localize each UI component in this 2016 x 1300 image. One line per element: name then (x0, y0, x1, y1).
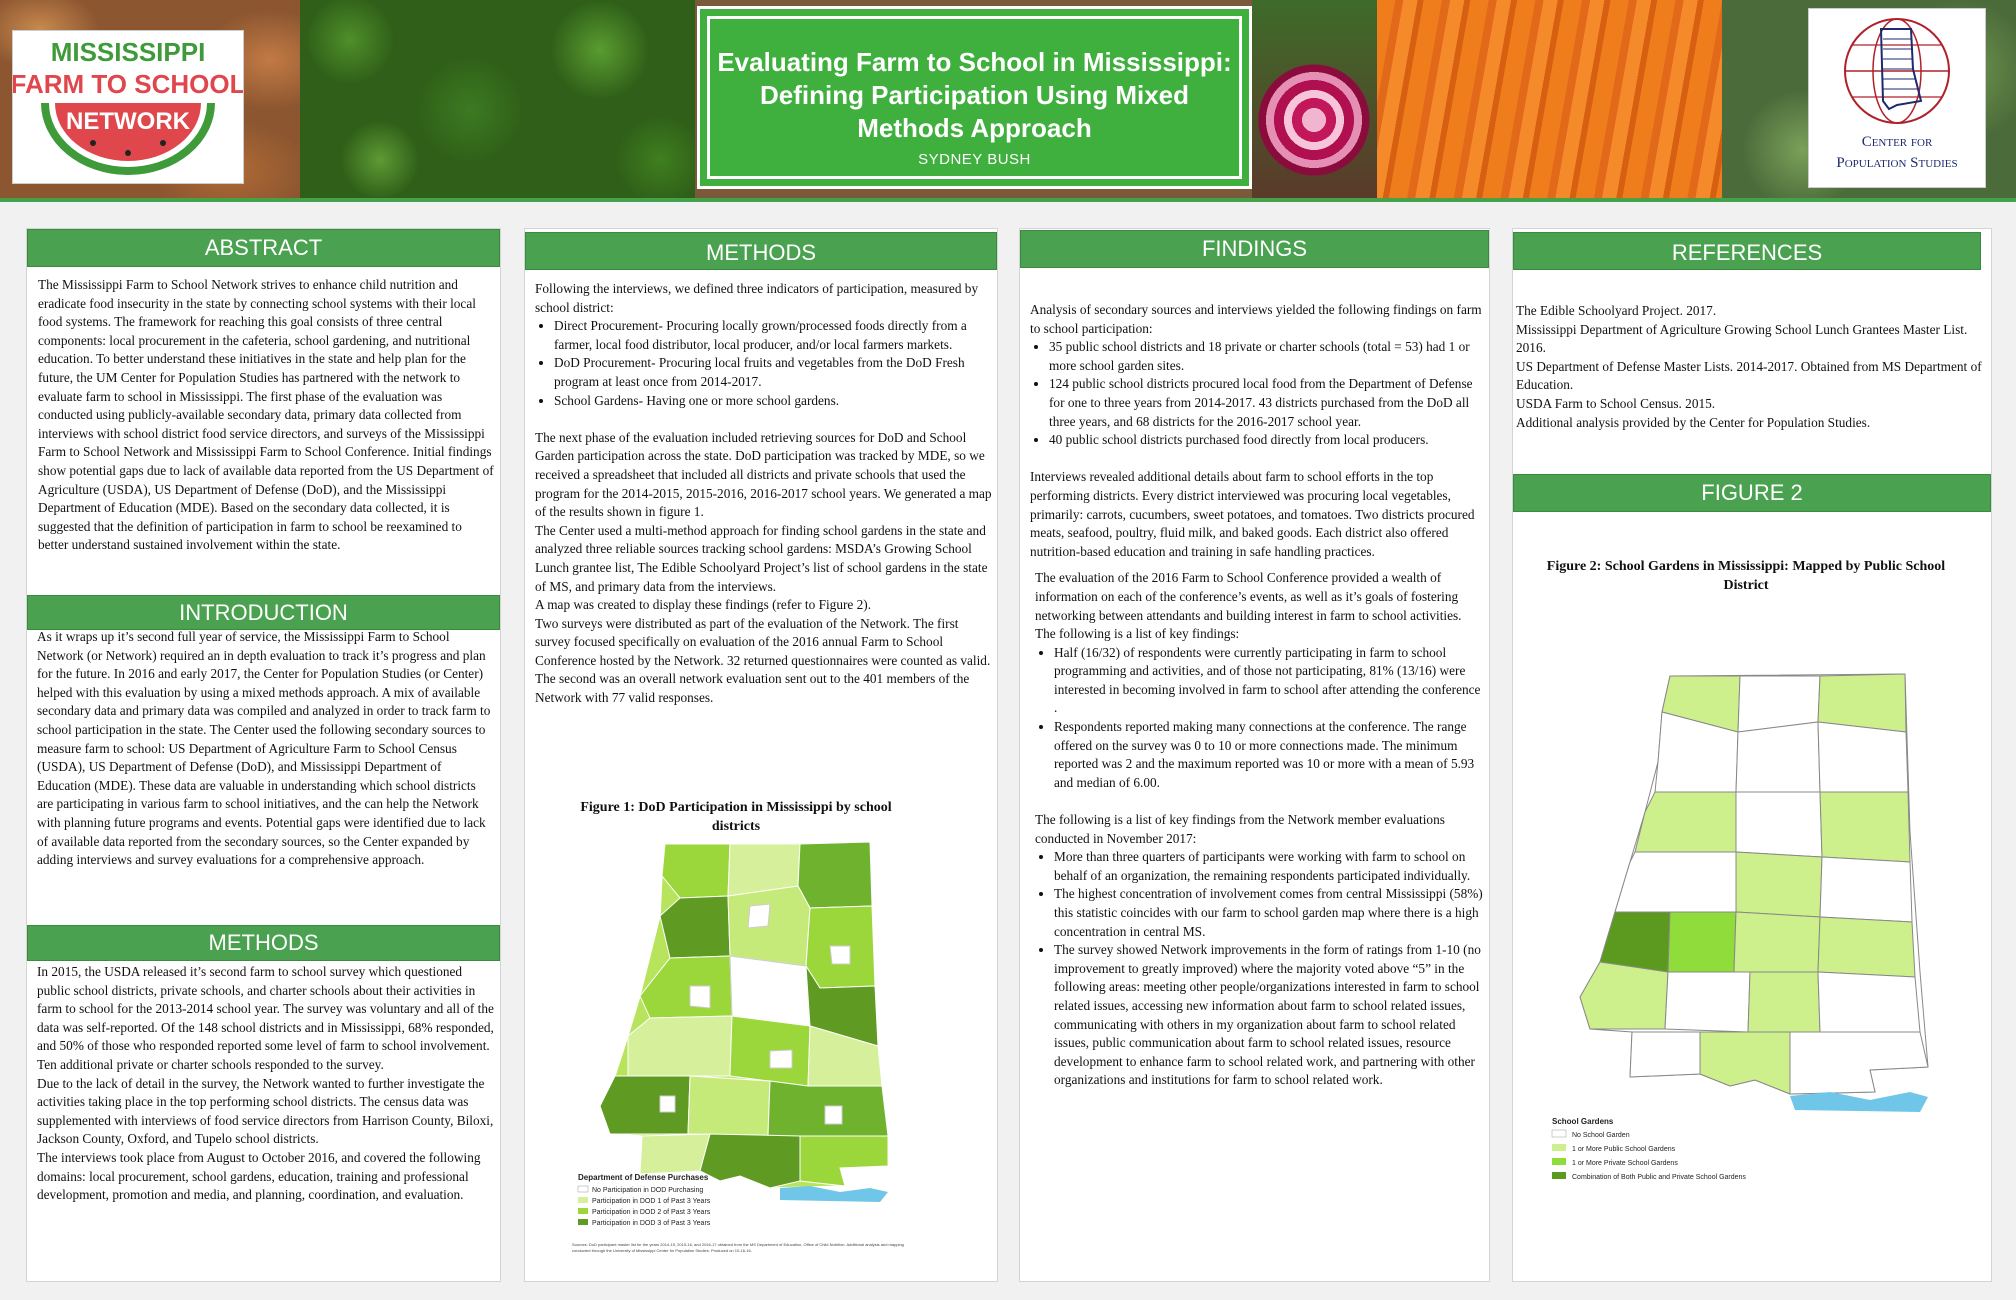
indicator-list (535, 317, 992, 410)
figure-1-dod-map (570, 836, 905, 1241)
list-item: • Direct Procurement- Procuring locally grown/processed foods directly from a farmer, local food distributor, local producer, and/or local farmers markets. (554, 317, 992, 354)
svg-text:Center for: Center for (1861, 134, 1933, 150)
list-item: • Half (16/32) of respondents were currently participating in farm to school programming and activities, and of those not participating, 81% (13/16) were interested in becoming involved in farm to school after attending the conference . (1054, 644, 1485, 718)
findings-list-2 (1030, 644, 1485, 793)
carrots-image (1377, 0, 1722, 198)
svg-text:Participation in DOD 2 of Past: Participation in DOD 2 of Past 3 Years (592, 1209, 711, 1216)
reference-item: USDA Farm to School Census. 2015. (1516, 395, 1716, 411)
findings-heading: FINDINGS (1020, 230, 1489, 268)
findings-paragraph: The evaluation of the 2016 Farm to School Conference provided a wealth of information on each of the conference’s events, as well as it’s goals of fostering networking between attendants and building interest in farm to school activities. The following is a list of key findings: (1035, 570, 1462, 642)
abstract-heading: ABSTRACT (27, 229, 500, 267)
figure-1-source-note: Sources: DoD participant master list for the years 2014-15, 2015-16, and 2016-17 obtained from the MS Department of Education, Office of Child Nutrition. Additional analysis and mapping conducted through the University of Mississippi Center for Population Studies. Produced on 10-16-16. (572, 1242, 904, 1253)
banner-divider (0, 198, 2016, 202)
globe-logo-icon (1809, 9, 1985, 187)
figure-2-school-gardens-map (1550, 672, 1950, 1192)
figure-1-title: Figure 1: DoD Participation in Mississippi by school districts (580, 800, 892, 834)
methods-text-2 (535, 280, 992, 708)
list-item: • The survey showed Network improvements in the form of ratings from 1-10 (no improvement to greatly improved) where the majority voted above “5” in the following areas: meeting other people/organizations interested in farm to school related issues, accessing new information about farm to school related issues, communicating with others in my organization about farm to school related issues, public communication about farm to school related issues, resource development to enhance farm to school related work, and partnering with other organizations and institutions for farm to school related work. (1054, 941, 1485, 1090)
svg-text:No School Garden: No School Garden (1572, 1132, 1630, 1139)
beet-image (1252, 0, 1377, 198)
findings-list-3 (1030, 848, 1485, 1090)
svg-text:Population Studies: Population Studies (1836, 155, 1958, 171)
svg-text:No Participation in DOD Purcha: No Participation in DOD Purchasing (592, 1187, 704, 1194)
broccoli-image (300, 0, 695, 198)
abstract-text (38, 276, 495, 555)
svg-text:Participation in DOD 3 of Past: Participation in DOD 3 of Past 3 Years (592, 1220, 711, 1227)
reference-item: US Department of Defense Master Lists. 2014-2017. Obtained from MS Department of Education. (1516, 358, 1982, 393)
list-item: • 35 public school districts and 18 private or charter schools (total = 53) had 1 or more school garden sites. (1049, 338, 1485, 375)
reference-item: Additional analysis provided by the Center for Population Studies. (1516, 414, 1871, 430)
poster-title: Evaluating Farm to School in Mississippi: Defining Participation Using Mixed Methods Approach (717, 47, 1232, 143)
list-item: • 40 public school districts purchased food directly from local producers. (1049, 431, 1485, 450)
introduction-paragraph: As it wraps up it’s second full year of service, the Mississippi Farm to School Network (or Network) required an in depth evaluation to track it’s progress and plan for the future. In 2016 and early 2017, the Center for Population Studies (or Center) helped with this evaluation by using a mixed methods approach. A mix of available secondary data and primary data was compiled and analyzed in order to track farm to school participation in the state. The Center used the following secondary sources to measure farm to school: US Department of Agriculture Farm to School Census (USDA), US Department of Defense (DoD), and Mississippi Department of Education (MDE). These data are valuable in understanding which school districts are participating in various farm to school initiatives, and the can help the Network with planning future programs and events. Potential gaps were identified due to lack of available data reported from the secondary sources, so the Center expanded by adding interviews and survey evaluations for a comprehensive approach. (37, 629, 491, 868)
svg-text:Combination of Both Public and: Combination of Both Public and Private School Gardens (1572, 1174, 1746, 1181)
methods-paragraph: Two surveys were distributed as part of the evaluation of the Network. The first survey focused specifically on evaluation of the 2016 annual Farm to School Conference hosted by the Network. 32 returned questionnaires were counted as valid. The second was an overall network evaluation sent out to the 401 members of the Network with 77 valid responses. (535, 615, 991, 706)
svg-text:FARM TO SCHOOL: FARM TO SCHOOL (13, 69, 243, 99)
methods-heading-1: METHODS (27, 925, 500, 961)
svg-text:Participation in DOD 1 of Past: Participation in DOD 1 of Past 3 Years (592, 1198, 711, 1205)
methods-paragraph: The Center used a multi-method approach for finding school gardens in the state and analyzed three reliable sources tracking school gardens: MSDA’s Growing School Lunch grantee list, The Edible Schoolyard Project’s list of school gardens in the state of MS, and primary data from the interviews. (535, 522, 988, 594)
svg-text:1 or More Public School Garden: 1 or More Public School Gardens (1572, 1146, 1676, 1153)
mississippi-farm-to-school-logo (12, 30, 244, 184)
methods-heading-2: METHODS (525, 232, 997, 270)
svg-text:1 or More Private School Garde: 1 or More Private School Gardens (1572, 1160, 1678, 1167)
findings-text (1030, 301, 1485, 1090)
svg-text:MISSISSIPPI: MISSISSIPPI (50, 37, 206, 67)
title-box (697, 6, 1252, 189)
findings-paragraph: The following is a list of key findings from the Network member evaluations conducted in November 2017: (1035, 812, 1445, 846)
list-item: • 124 public school districts procured local food from the Department of Defense for one to three years from 2014-2017. 43 districts purchased from the DoD all three years, and 68 districts for the 2016-2017 school year. (1049, 375, 1485, 431)
methods-intro: Following the interviews, we defined three indicators of participation, measured by school district: (535, 281, 979, 315)
center-for-population-studies-logo (1808, 8, 1986, 188)
watermelon-logo-icon (13, 31, 243, 183)
svg-text:Department of Defense Purchase: Department of Defense Purchases (578, 1173, 709, 1182)
findings-list-1 (1030, 338, 1485, 450)
references-heading: REFERENCES (1513, 232, 1981, 270)
svg-text:School Gardens: School Gardens (1552, 1117, 1614, 1126)
methods-paragraph: A map was created to display these findings (refer to Figure 2). (535, 597, 872, 613)
figure-2-heading: FIGURE 2 (1513, 474, 1991, 512)
list-item: • More than three quarters of participants were working with farm to school on behalf of an organization, the remaining respondents participated individually. (1054, 848, 1485, 885)
reference-item: Mississippi Department of Agriculture Growing School Lunch Grantees Master List. 2016. (1516, 321, 1968, 356)
introduction-heading: INTRODUCTION (27, 595, 500, 630)
reference-item: The Edible Schoolyard Project. 2017. (1516, 303, 1717, 318)
methods-paragraph: The next phase of the evaluation included retrieving sources for DoD and School Garden participation across the state. DoD participation was tracked by MDE, so we received a spreadsheet that included all districts and private schools that used the program for the 2014-2015, 2015-2016, 2016-2017 school years. We generated a map of the results shown in figure 1. (535, 429, 992, 520)
methods-paragraph: Due to the lack of detail in the survey, the Network wanted to further investigate the activities taking place in the top performing school districts. The census data was supplemented with interviews of food service directors from Harrison County, Biloxi, Jackson County, Oxford, and Tupelo school districts. (37, 1075, 494, 1147)
methods-paragraph: In 2015, the USDA released it’s second farm to school survey which questioned public school districts, private schools, and charter schools about their activities in farm to school for the 2013-2014 school year. The survey was voluntary and all of the data was self-reported. Of the 148 school districts and in Mississippi, 68% responded, and 50% of those who responded reported some level of farm to school involvement. Ten additional private or charter schools responded to the survey. (37, 964, 494, 1072)
abstract-paragraph: The Mississippi Farm to School Network strives to enhance child nutrition and eradicate food insecurity in the state by connecting school systems with their local food systems. The framework for reaching this goal consists of three central components: local procurement in the cafeteria, school gardening, and nutritional education. To better understand these initiatives in the state and help plan for the future, the UM Center for Population Studies has partnered with the network to evaluate farm to school in Mississippi. The first phase of the evaluation was conducted using publicly-available secondary data, primary data collected from interviews with school district food service directors, and surveys of the Mississippi Farm to School Network and Mississippi Farm to School Conference. Initial findings show potential gaps due to lack of available data reported from the US Department of Agriculture (USDA), US Department of Defense (DoD), and the Mississippi Department of Education (MDE). Based on the secondary data collected, it is suggested that the definition of participation in farm to school be reexamined to better understand sustained involvement within the state. (38, 277, 494, 553)
references-list (1516, 302, 1982, 432)
list-item: • Respondents reported making many connections at the conference. The range offered on the survey was 0 to 10 or more connections made. The minimum reported was 2 and the maximum reported was 10 or more with a mean of 5.93 and median of 6.00. (1054, 718, 1485, 792)
list-item: • DoD Procurement- Procuring local fruits and vegetables from the DoD Fresh program at least once from 2014-2017. (554, 354, 992, 391)
author-name: SYDNEY BUSH (918, 151, 1031, 168)
methods-paragraph: The interviews took place from August to October 2016, and covered the following domains: local procurement, school gardens, education, training and professional development, promotion and media, and planning, coordination, and evaluation. (37, 1149, 481, 1203)
methods-text-1 (37, 963, 495, 1205)
list-item: • School Gardens- Having one or more school gardens. (554, 392, 992, 411)
header-banner (0, 0, 2016, 198)
introduction-text (37, 628, 495, 870)
figure-2-title: Figure 2: School Gardens in Mississippi: Mapped by Public School District (1546, 559, 1946, 593)
findings-paragraph: Interviews revealed additional details about farm to school efforts in the top performing districts. Every district interviewed was procuring local vegetables, primarily: carrots, cucumbers, sweet potatoes, and tomatoes. Two districts procured meats, seafood, poultry, fluid milk, and baked goods. Each district also offered nutrition-based education and training in safe handling practices. (1030, 469, 1475, 559)
svg-text:NETWORK: NETWORK (66, 108, 190, 135)
findings-intro: Analysis of secondary sources and interviews yielded the following findings on farm to school participation: (1030, 302, 1482, 336)
list-item: • The highest concentration of involvement comes from central Mississippi (58%) this statistic coincides with our farm to school garden map where there is a high concentration in central MS. (1054, 885, 1485, 941)
